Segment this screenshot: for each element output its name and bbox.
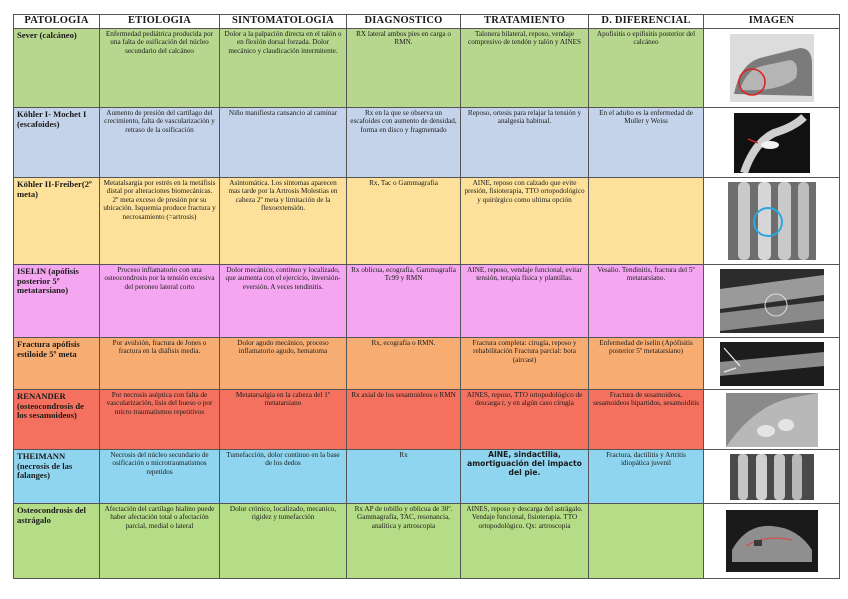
talus-ct-image xyxy=(726,510,818,572)
cell-patologia: Köhler I- Mochet I (escafoides) xyxy=(14,108,100,178)
cell-sintomatologia: Dolor mecánico, continuo y localizado, que aumenta con el ejercicio, inversión- eversión. A veces tendinitis. xyxy=(220,265,347,338)
cell-sintomatologia: Dolor crónico, localizado, mecanico, rigidez y tumefacción xyxy=(220,504,347,579)
cell-sintomatologia: Metatarsalgia en la cabeza del 1º metatarsiano xyxy=(220,390,347,450)
cell-diagnostico: Rx axial de los sesamoideos o RMN xyxy=(347,390,461,450)
cell-imagen xyxy=(704,265,840,338)
cell-patologia: Osteocondrosis del astrágalo xyxy=(14,504,100,579)
cell-diferencial: Enfermedad de iselin (Apófisitis posterior 5º metatarsiano) xyxy=(589,338,704,390)
table-row xyxy=(14,338,840,390)
cell-diferencial: Fractura de sesamoideos, sesamoideos bipartidos, sesamoiditis xyxy=(589,390,704,450)
cell-sintomatologia: Niño manifiesta cansancio al caminar xyxy=(220,108,347,178)
cell-tratamiento: AINE, reposo, vendaje funcional, evitar tensión, terapia física y plantillas. xyxy=(461,265,589,338)
cell-imagen xyxy=(704,450,840,504)
table-row xyxy=(14,450,840,504)
heel-xray-image xyxy=(730,34,814,102)
table-row xyxy=(14,178,840,265)
cell-patologia: RENANDER (osteocondrosis de los sesamoideos) xyxy=(14,390,100,450)
cell-diagnostico: Rx, Tac o Gammagrafia xyxy=(347,178,461,265)
cell-sintomatologia: Dolor a la palpación directa en el talón o en flexión dorsal forzada. Dolor mecánico y claudicación intermitente. xyxy=(220,29,347,108)
cell-patologia: ISELIN (apófisis posterior 5º metatarsiano) xyxy=(14,265,100,338)
phalanx-xray-image xyxy=(730,454,814,500)
cell-imagen xyxy=(704,504,840,579)
cell-sintomatologia: Asintomática. Los síntomas aparecen mas tarde por la Artrosis Molestias en cabeza 2º meta y limitación de la flexoextensión. xyxy=(220,178,347,265)
table-row xyxy=(14,265,840,338)
cell-etiologia: Enfermedad pediátrica producida por una falta de osificación del núcleo secundario del calcáneo xyxy=(100,29,220,108)
sesamoid-xray-image xyxy=(726,393,818,447)
cell-sintomatologia: Tumefacción, dolor continuo en la base de los dedos xyxy=(220,450,347,504)
header-sintomatologia: SINTOMATOLOGÍA xyxy=(220,15,347,29)
cell-etiologia: Aumento de presión del cartílago del crecimiento, falta de vascularización y retraso de la osificación xyxy=(100,108,220,178)
cell-patologia: Fractura apófisis estiloide 5º meta xyxy=(14,338,100,390)
cell-imagen xyxy=(704,108,840,178)
cell-tratamiento: AINES, reposo y descarga del astrágalo. Vendaje funcional, fisioterapia. TTO ortopodológico. Qx: artroscopia xyxy=(461,504,589,579)
header-tratamiento: TRATAMIENTO xyxy=(461,15,589,29)
cell-diferencial xyxy=(589,504,704,579)
cell-diagnostico: Rx oblicua, ecografía, Gammagrafía Tc99 y RMN xyxy=(347,265,461,338)
header-imagen: IMAGEN xyxy=(704,15,840,29)
cell-patologia: Köhler II-Freiber(2º meta) xyxy=(14,178,100,265)
header-patologia: PATOLOGÍA xyxy=(14,15,100,29)
table-row xyxy=(14,390,840,450)
table-header-row xyxy=(14,15,840,29)
cell-imagen xyxy=(704,390,840,450)
cell-diagnostico: RX lateral ambos pies en carga o RMN. xyxy=(347,29,461,108)
header-diferencial: D. DIFERENCIAL xyxy=(589,15,704,29)
cell-imagen xyxy=(704,338,840,390)
cell-imagen xyxy=(704,29,840,108)
cell-diferencial: Fractura, dactilitis y Artritis idiopática juvenil xyxy=(589,450,704,504)
cell-diferencial: En el adulto es la enfermedad de Muller y Weiss xyxy=(589,108,704,178)
cell-diagnostico: Rx en la que se observa un escafoides con aumento de densidad, forma en disco y fragmentado xyxy=(347,108,461,178)
cell-diagnostico: Rx, ecografía o RMN. xyxy=(347,338,461,390)
cell-etiologia: Afectación del cartílago hialino puede haber afectación total o afectación parcial, medial o lateral xyxy=(100,504,220,579)
cell-etiologia: Metatalsargia por estrés en la metáfisis distal por alteraciones biomecánicas. 2º meta exceso de presión por su ubicación. Isquemia produce fractura y necrosamiento (=artrosis) xyxy=(100,178,220,265)
cell-patologia: THEIMANN (necrosis de las falanges) xyxy=(14,450,100,504)
metatarsal-xray-image xyxy=(728,182,816,260)
table-row xyxy=(14,29,840,108)
cell-diferencial: Apofisitis o epifisitis posterior del calcáneo xyxy=(589,29,704,108)
cell-etiologia: Por avulsión, fractura de Jones o fractura en la diáfisis media. xyxy=(100,338,220,390)
cell-diagnostico: Rx xyxy=(347,450,461,504)
pathology-table xyxy=(13,14,840,579)
cell-tratamiento: AINES, reposo, TTO ortopodológico de descarga r, y en algún caso cirugía xyxy=(461,390,589,450)
fifth-metatarsal-xray-image xyxy=(720,269,824,333)
styloid-fracture-xray-image xyxy=(720,342,824,386)
scaphoid-xray-image xyxy=(734,113,810,173)
cell-tratamiento: Fractura completa: cirugía, reposo y rehabilitación Fractura parcial: bota (aircast) xyxy=(461,338,589,390)
cell-diagnostico: Rx AP de tobillo y oblicua de 30º. Gammagrafía, TAC, resonancia, analítica y artroscopia xyxy=(347,504,461,579)
cell-etiologia: Por necrosis aséptica con falta de vascularización, lisis del hueso o por micro traumatismos repetitivos xyxy=(100,390,220,450)
header-diagnostico: DIAGNOSTICO xyxy=(347,15,461,29)
header-etiologia: ETIOLOGIA xyxy=(100,15,220,29)
table-row xyxy=(14,504,840,579)
cell-patologia: Sever (calcáneo) xyxy=(14,29,100,108)
cell-diferencial: Vesalio. Tendinitis, fractura del 5º metatarsiano. xyxy=(589,265,704,338)
cell-imagen xyxy=(704,178,840,265)
cell-tratamiento: Reposo, ortesis para relajar la tensión y analgesia habitual. xyxy=(461,108,589,178)
cell-tratamiento: AINE, reposo con calzado que evite presión, fisioterapia, TTO ortopodológico y quirúrgico como ultima opción xyxy=(461,178,589,265)
cell-tratamiento: AINE, sindactilia, amortiguación del impacto del pie. xyxy=(461,450,589,504)
cell-sintomatologia: Dolor agudo mecánico, proceso inflamatorio agudo, hematoma xyxy=(220,338,347,390)
cell-etiologia: Necrosis del núcleo secundario de osificación o microtraumatismos repetidos xyxy=(100,450,220,504)
table-row xyxy=(14,108,840,178)
cell-tratamiento: Talonera bilateral, reposo, vendaje compresivo de tendón y talón y AINES xyxy=(461,29,589,108)
cell-etiologia: Proceso inflamatorio con una osteocondrosis por la tensión excesiva del peroneo lateral corto xyxy=(100,265,220,338)
cell-diferencial xyxy=(589,178,704,265)
